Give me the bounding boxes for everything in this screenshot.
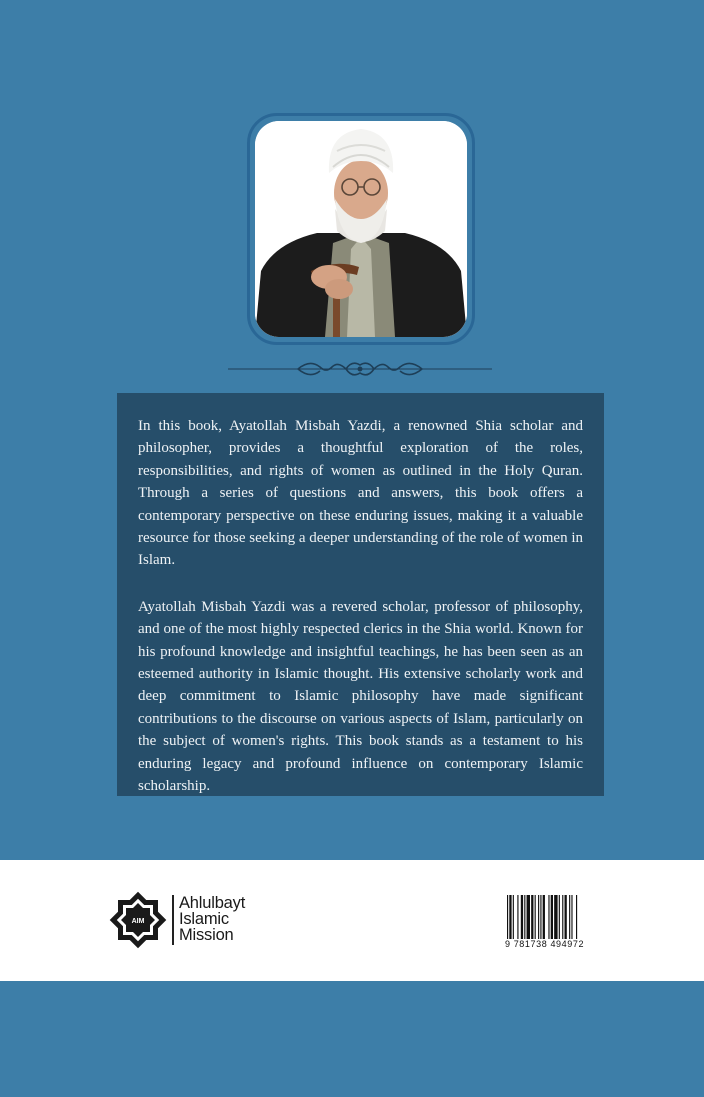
emblem-label: AIM [131, 918, 145, 925]
publisher-name-line-3: Mission [179, 926, 234, 944]
author-portrait-illustration [255, 121, 467, 337]
logo-divider [172, 895, 174, 945]
isbn-barcode [507, 895, 604, 950]
ornament-divider [228, 356, 492, 382]
publisher-logo [109, 891, 269, 951]
portrait-frame [247, 113, 475, 345]
description-panel [117, 393, 604, 796]
barcode-digits: 9 781738 494972 [505, 939, 585, 949]
publisher-name-line-1: Ahlulbayt [179, 894, 246, 912]
publisher-name-line-2: Islamic [179, 910, 229, 928]
description-paragraph-2: Ayatollah Misbah Yazdi was a revered scholar, professor of philosophy, and one of the most highly respected clerics in the Shia world. Known for his profound knowledge and insightful teachings, he has been seen as an esteemed authority in Islamic thought. His extensive scholarly work and deep commitment to Islamic philosophy have made significant contributions to the discourse on various aspects of Islam, particularly on the subject of women's rights. This book stands as a testament to his enduring legacy and profound influence on contemporary Islamic scholarship. [138, 598, 583, 795]
publisher-name [179, 895, 245, 943]
barcode-bars [507, 895, 604, 939]
author-portrait [255, 121, 467, 337]
description-paragraph-1: In this book, Ayatollah Misbah Yazdi, a renowned Shia scholar and philosopher, provides a thoughtful exploration of the roles, responsibilities, and rights of women as outlined in the Holy Quran. Through a series of questions and answers, this book offers a contemporary perspective on these enduring issues, making it a valuable resource for those seeking a deeper understanding of the role of women in Islam. [138, 418, 583, 569]
star-emblem-icon [109, 891, 167, 949]
publisher-band [0, 860, 704, 981]
